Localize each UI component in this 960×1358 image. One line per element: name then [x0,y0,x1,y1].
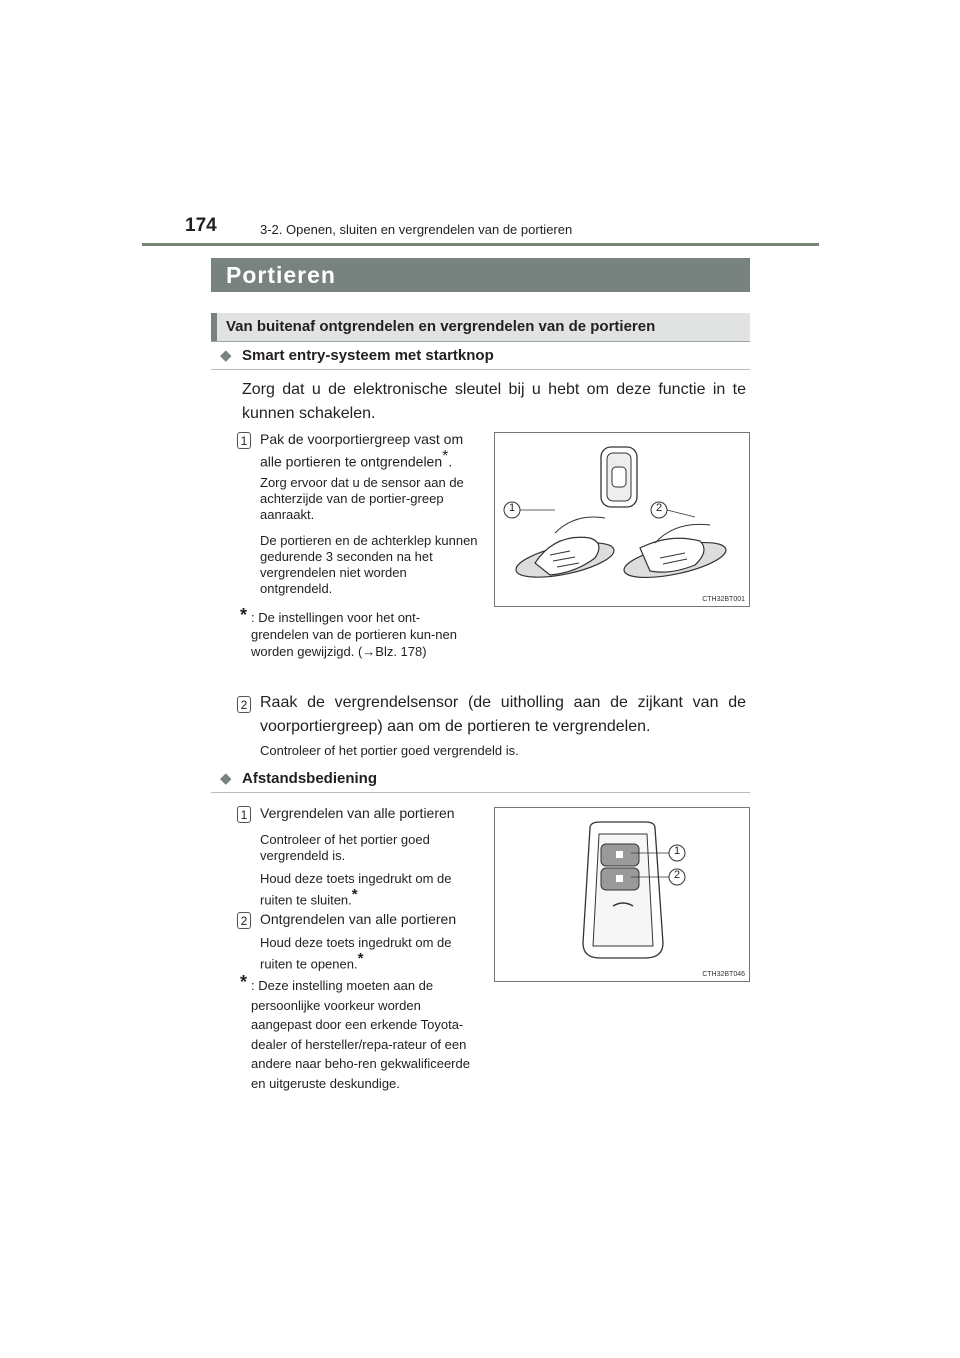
footnote-asterisk: * [240,605,248,625]
remote-step1-note: Controleer of het portier goed vergrendeld is. [260,832,430,863]
step1-text [260,431,482,471]
step-number: 1 [237,806,251,823]
remote-step1-text: Vergrendelen van alle portieren [260,805,455,821]
page-title: Portieren [226,262,336,288]
step1-note: De portieren en de achterklep kunnen gedurende 3 seconden na het vergrendelen niet worden ontgrendeld. [260,533,478,596]
footnote: : De instellingen voor het ont-grendelen van de portieren kun-nen worden gewijzigd. (→Blz. 178) [251,610,457,659]
figure-code: CTH32BT001 [702,596,745,603]
asterisk-mark: * [442,448,449,465]
section-heading-smart-entry: Smart entry-systeem met startknop [242,347,494,364]
step-number: 2 [237,696,251,713]
footnote: : Deze instelling moeten aan de persoonlijke voorkeur worden aangepast door een erkende Toyota-dealer of hersteller/repa-rateur of een andere naar beho-ren gekwalificeerde en uitgeruste deskundige. [251,978,470,1091]
section-rule [211,792,750,793]
figure-label: 1 [673,845,681,857]
diamond-bullet-icon: ◆ [220,347,232,364]
asterisk-mark: * [357,950,364,967]
diamond-bullet-icon: ◆ [220,770,232,787]
section-rule [211,369,750,370]
remote-key-illustration [495,808,749,981]
step1-label: Pak de voorportiergreep vast om alle portieren te ontgrendelen [260,431,464,470]
figure-label: 1 [508,502,516,514]
subtitle-rule [211,341,750,342]
step2-text: Raak de vergrendelsensor (de uitholling aan de zijkant van de voorportiergreep) aan om de portieren te vergrendelen. [260,694,746,735]
running-header: 3-2. Openen, sluiten en vergrendelen van de portieren [260,222,573,237]
footnote-asterisk: * [240,972,248,992]
step1-note: Zorg ervoor dat u de sensor aan de achterzijde van de portier-greep aanraakt. [260,475,464,522]
note-text: Houd deze toets ingedrukt om de ruiten te sluiten. [260,871,452,908]
remote-key-figure [494,807,750,982]
remote-step2-note [260,935,480,972]
header-rule [142,243,819,246]
figure-code: CTH32BT046 [702,971,745,978]
step-number: 2 [237,912,251,929]
door-handle-illustration [495,433,749,606]
remote-step1-note [260,871,480,908]
page-number: 174 [185,215,217,236]
asterisk-mark: * [351,886,358,903]
intro-paragraph: Zorg dat u de elektronische sleutel bij u hebt om deze functie in te kunnen schakelen. [242,381,746,422]
door-handle-figure [494,432,750,607]
remote-step2-text: Ontgrendelen van alle portieren [260,911,457,927]
note-text: Houd deze toets ingedrukt om de ruiten te openen. [260,935,452,972]
figure-label: 2 [655,502,663,514]
subtitle: Van buitenaf ontgrendelen en vergrendelen van de portieren [226,318,656,335]
section-heading-remote: Afstandsbediening [242,770,378,787]
step-number: 1 [237,432,251,449]
period: . [448,453,453,470]
figure-label: 2 [673,869,681,881]
step2-note: Controleer of het portier goed vergrendeld is. [260,743,519,758]
